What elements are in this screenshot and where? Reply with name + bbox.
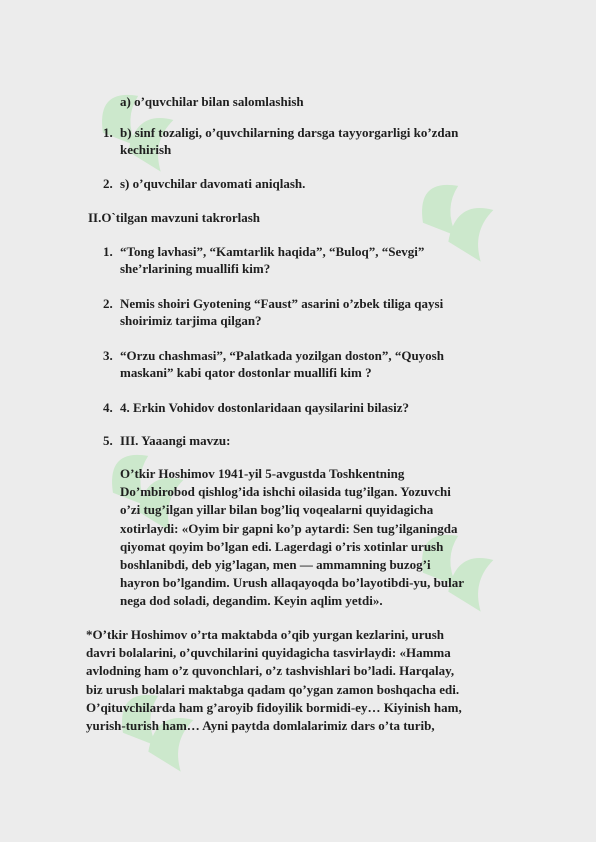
- list2-item-line: she’rlarining muallifi kim?: [120, 261, 271, 276]
- list2-item: [120, 243, 424, 277]
- body-paragraph: [120, 465, 464, 611]
- body-paragraph: [86, 626, 462, 735]
- list1-number: 2.: [103, 176, 113, 191]
- paragraph-line: o’zi tug’ilgan yillar bilan bog’liq voqealarni quyidagicha: [120, 502, 434, 518]
- list2-item-line: shoirimiz tarjima qilgan?: [120, 313, 262, 328]
- list1-item-line: b) sinf tozaligi, o’quvchilarning darsga tayyorgarligi ko’zdan: [120, 125, 459, 140]
- list2-item-line: Nemis shoiri Gyotening “Faust” asarini o’zbek tiliga qaysi: [120, 296, 444, 311]
- list2-number: 5.: [103, 433, 113, 448]
- paragraph-line: yurish-turish ham… Ayni paytda domlalarimiz dars o’ta turib,: [86, 718, 435, 734]
- paragraph-line: biz urush bolalari maktabga qadam qo’ygan zamon boshqacha edi.: [86, 681, 460, 697]
- list2-item: [120, 295, 443, 329]
- list2-item-line: maskani” kabi qator dostonlar muallifi kim ?: [120, 365, 372, 380]
- paragraph-line: davri bolalarini, o’quvchilarini quyidagicha tasvirlaydi: «Hamma: [86, 645, 451, 661]
- list2-item: 4. Erkin Vohidov dostonlaridaan qaysilarini bilasiz?: [120, 400, 409, 415]
- list2-number: 1.: [103, 244, 113, 259]
- paragraph-line: *O’tkir Hoshimov o’rta maktabda o’qib yurgan kezlarini, urush: [86, 627, 445, 642]
- list1-number: 1.: [103, 125, 113, 140]
- list1-item: s) o’quvchilar davomati aniqlash.: [120, 176, 306, 191]
- intro-item: a) o’quvchilar bilan salomlashish: [120, 94, 304, 109]
- list2-item-line: “Orzu chashmasi”, “Palatkada yozilgan doston”, “Quyosh: [120, 348, 444, 363]
- paragraph-line: Do’mbirobod qishlog’ida ishchi oilasida tug’ilgan. Yozuvchi: [120, 484, 451, 500]
- paragraph-line: qiyomat qoyim bo’lgan edi. Lagerdagi o’ris xotinlar urush: [120, 538, 444, 554]
- list1-item: [120, 124, 458, 158]
- list2-number: 4.: [103, 400, 113, 415]
- paragraph-line: boshlanibdi, deb yig’lagan, men — ammamning buzog’i: [120, 557, 431, 573]
- paragraph-line: O’qituvchilarda ham g’aroyib fidoyilik bormidi-ey… Kiyinish ham,: [86, 699, 462, 715]
- list2-item-line: “Tong lavhasi”, “Kamtarlik haqida”, “Buloq”, “Sevgi”: [120, 244, 425, 259]
- list2-item: [120, 347, 444, 381]
- list1-item-line: kechirish: [120, 142, 172, 157]
- paragraph-line: avlodning ham o’z quvonchlari, o’z tashvishlari bo’ladi. Harqalay,: [86, 663, 455, 679]
- paragraph-line: xotirlaydi: «Oyim bir gapni ko’p aytardi: Sen tug’ilganingda: [120, 520, 458, 536]
- paragraph-line: O’tkir Hoshimov 1941-yil 5-avgustda Toshkentning: [120, 466, 405, 481]
- paragraph-line: hayron bo’lgandim. Urush allaqayoqda bo’layotibdi-yu, bular: [120, 575, 464, 591]
- paragraph-line: nega dod soladi, degandim. Keyin aqlim yetdi».: [120, 593, 383, 609]
- list2-number: 2.: [103, 296, 113, 311]
- section-heading: II.O`tilgan mavzuni takrorlash: [88, 210, 261, 225]
- list2-item: III. Yaaangi mavzu:: [120, 433, 231, 448]
- list2-number: 3.: [103, 348, 113, 363]
